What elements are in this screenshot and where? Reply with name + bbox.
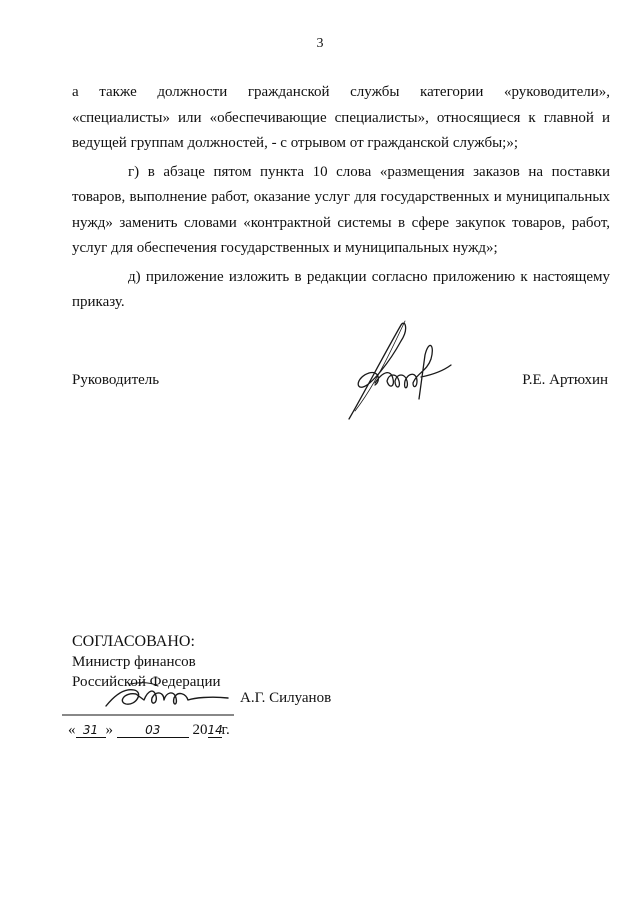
- paragraph-item-g: г) в абзаце пятом пункта 10 слова «размещения заказов на поставки товаров, выполнение работ, оказание услуг для государственных и муниципальных нужд» заменить словами «контрактной системы в сфере закупок товаров, работ, услуг для обеспечения государственных и муниципальных нужд»;: [72, 163, 610, 256]
- page-number: 3: [316, 36, 324, 51]
- approval-position-line1: Министр финансов: [72, 654, 196, 670]
- date-year-suffix: 14: [207, 723, 223, 737]
- date-month: 03: [117, 723, 189, 738]
- date-year-prefix: 20: [192, 722, 208, 738]
- approval-position-line2: Российской Федерации: [72, 674, 221, 690]
- signatory-title: Руководитель: [72, 372, 160, 388]
- paragraph-item-d: д) приложение изложить в редакции согласно приложению к настоящему приказу.: [72, 268, 610, 310]
- approval-heading: СОГЛАСОВАНО:: [72, 633, 195, 650]
- signatory-name: Р.Е. Артюхин: [522, 372, 608, 388]
- date-close-quote: »: [105, 722, 113, 738]
- signature-line: [62, 710, 242, 720]
- approval-date: [68, 722, 230, 739]
- date-year-unit: г.: [221, 722, 230, 738]
- date-day: 31: [76, 723, 106, 738]
- approval-name: А.Г. Силуанов: [240, 690, 332, 706]
- date-open-quote: «: [68, 722, 76, 738]
- handwritten-signature-head: [335, 315, 465, 425]
- paragraph-continuation: а также должности гражданской службы категории «руководители», «специалисты» или «обеспечивающие специалисты», относящиеся к главной и ведущей группам должностей, - с отрывом от гражданской службы;»;: [72, 84, 610, 151]
- document-body: [72, 80, 610, 319]
